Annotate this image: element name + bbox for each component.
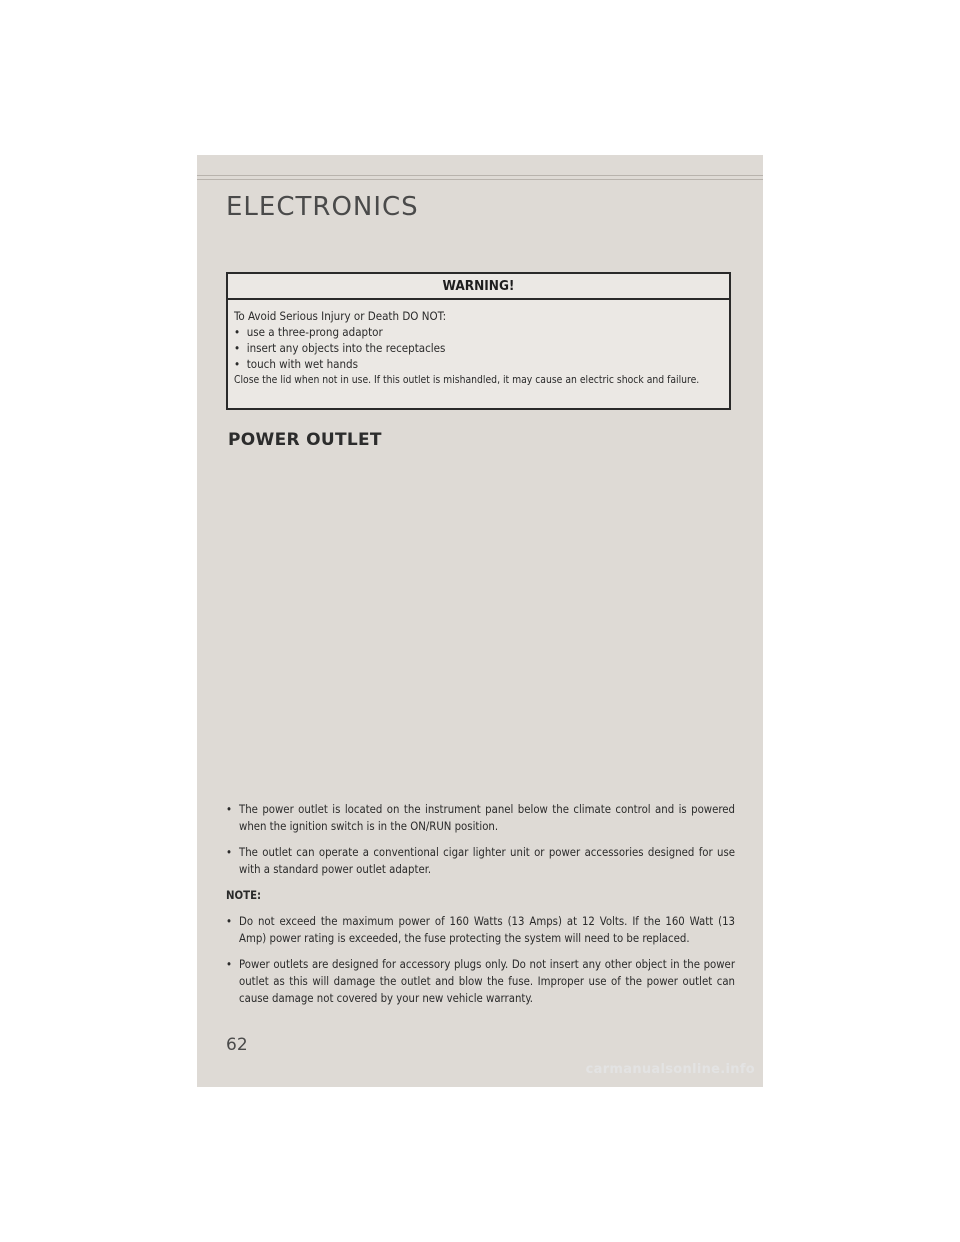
list-item (226, 913, 735, 947)
warning-title: WARNING! (228, 274, 729, 300)
header-rule-bottom (197, 179, 763, 180)
bullet-glyph: • (226, 915, 232, 928)
power-outlet-body (226, 801, 735, 1016)
warning-item-text: touch with wet hands (246, 357, 358, 371)
bullet-glyph: • (226, 803, 232, 816)
warning-closing: Close the lid when not in use. If this outlet is mishandled, it may cause an electric shock and failure. (234, 374, 700, 386)
warning-box (226, 272, 731, 410)
note-label: NOTE: (226, 889, 262, 902)
warning-item (234, 356, 724, 372)
bullet-glyph: • (226, 846, 232, 859)
section-title: ELECTRONICS (226, 192, 419, 222)
warning-item (234, 324, 724, 340)
list-item-text: The outlet can operate a conventional cigar lighter unit or power accessories designed for use with a standard power outlet adapter. (239, 846, 735, 876)
list-item-text: Power outlets are designed for accessory plugs only. Do not insert any other object in the power outlet as this will damage the outlet and blow the fuse. Improper use of the power outlet can cause damage not covered by your new vehicle warranty. (239, 958, 735, 1005)
header-rule-top (197, 175, 763, 176)
manual-page (197, 155, 763, 1087)
warning-item-text: use a three-prong adaptor (246, 325, 383, 339)
watermark: carmanualsonline.info (585, 1062, 755, 1077)
list-item-text: The power outlet is located on the instrument panel below the climate control and is powered when the ignition switch is in the ON/RUN position. (239, 803, 735, 833)
warning-intro: To Avoid Serious Injury or Death DO NOT: (234, 309, 447, 323)
warning-item-text: insert any objects into the receptacles (246, 341, 446, 355)
power-outlet-heading: POWER OUTLET (228, 430, 382, 450)
bullet-glyph: • (234, 341, 241, 355)
list-item (226, 844, 735, 878)
bullet-glyph: • (234, 325, 241, 339)
warning-body (228, 300, 729, 388)
bullet-glyph: • (234, 357, 241, 371)
page-number: 62 (226, 1035, 248, 1055)
list-item (226, 801, 735, 835)
warning-item (234, 340, 724, 356)
list-item-text: Do not exceed the maximum power of 160 Watts (13 Amps) at 12 Volts. If the 160 Watt (13 Amp) power rating is exceeded, the fuse protecting the system will need to be replaced. (239, 915, 735, 945)
bullet-glyph: • (226, 958, 232, 971)
list-item (226, 956, 735, 1007)
